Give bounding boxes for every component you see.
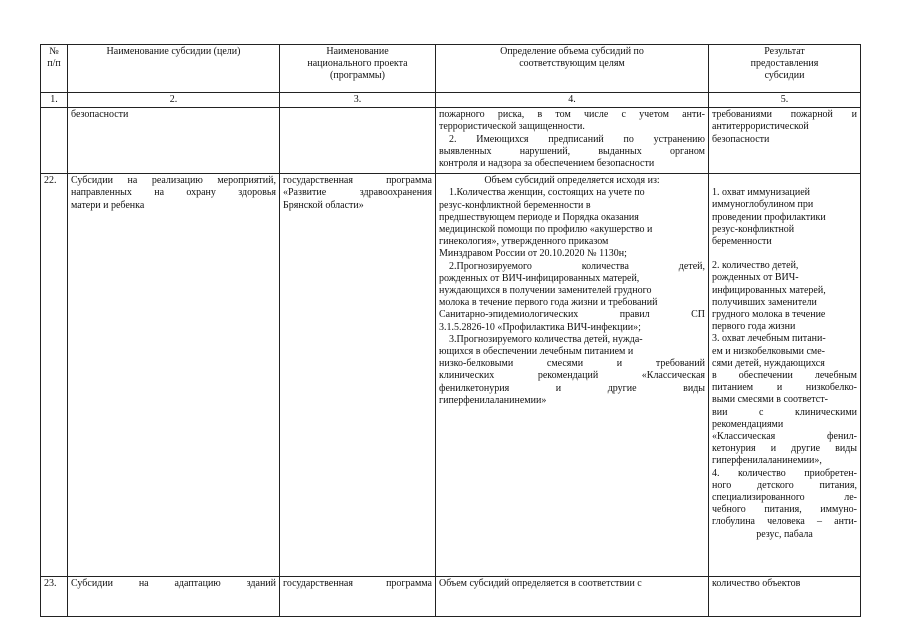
index-cell: 3. [280,93,436,108]
index-cell: 2. [68,93,280,108]
result-cell: 1. охват иммунизацией иммуноглобулином при проведении профилактики резус-конфликтной беременности 2. количество детей, рожденных от ВИЧ- инфицированных матерей, получивших заменители грудного молока в течение первого года жизни 3. охват лечебным питани- ем и низкобелковыми сме- сями детей, нуждающихся в обеспечении лечебным питанием и низкобелко- выми смесями в соответст- вии с клиническими рекомендациями «Классическая фенил- кетонурия и другие виды гиперфенилаланинемии», 4. количество приобретен- ного детского питания, специализированного ле- чебного питания, иммуно- глобулина человека – анти- резус, пабала [709,174,861,577]
volume-cell: Объем субсидий определяется в соответствии с [436,577,709,617]
header-volume-definition: Определение объема субсидий по соответствующим целям [436,45,709,93]
table-header-row [41,45,861,93]
project-cell: государственная программа [280,577,436,617]
result-cell: количество объектов [709,577,861,617]
table-row [41,174,861,577]
project-cell: государственная программа «Развитие здравоохранения Брянской области» [280,174,436,577]
table-row [41,577,861,617]
volume-cell: пожарного риска, в том числе с учетом анти- террористической защищенности. 2. Имеющихся предписаний по устранению выявленных нарушений, выданных органом контроля и надзора за обеспечением безопасности [436,108,709,174]
subsidy-name-cell: Субсидии на реализацию мероприятий, направленных на охрану здоровья матери и ребенка [68,174,280,577]
subsidy-name-cell: безопасности [68,108,280,174]
index-cell: 4. [436,93,709,108]
header-result: Результат предоставления субсидии [709,45,861,93]
index-cell: 1. [41,93,68,108]
subsidy-table [40,44,861,617]
column-index-row [41,93,861,108]
subsidy-name-cell: Субсидии на адаптацию зданий [68,577,280,617]
row-number-cell [41,108,68,174]
header-subsidy-name: Наименование субсидии (цели) [68,45,280,93]
header-number: № п/п [41,45,68,93]
header-project-name: Наименование национального проекта (программы) [280,45,436,93]
table-row [41,108,861,174]
result-cell: требованиями пожарной и антитеррористической безопасности [709,108,861,174]
row-number-cell: 23. [41,577,68,617]
index-cell: 5. [709,93,861,108]
volume-cell: Объем субсидий определяется исходя из: 1.Количества женщин, состоящих на учете по резус-конфликтной беременности в предшествующем периоде и Порядка оказания медицинской помощи по профилю «акушерство и гинекология», утвержденного приказом Минздравом России от 20.10.2020 № 1130н; 2.Прогнозируемого количества детей, рожденных от ВИЧ-инфицированных матерей, нуждающихся в получении заменителей грудного молока в течение первого года жизни и требований Санитарно-эпидемиологических правил СП 3.1.5.2826-10 «Профилактика ВИЧ-инфекции»; 3.Прогнозируемого количества детей, нужда- ющихся в обеспечении лечебным питанием и низко-белковыми смесями и требований клинических рекомендаций «Классическая фенилкетонурия и другие виды гиперфенилаланинемии» [436,174,709,577]
project-cell [280,108,436,174]
row-number-cell: 22. [41,174,68,577]
